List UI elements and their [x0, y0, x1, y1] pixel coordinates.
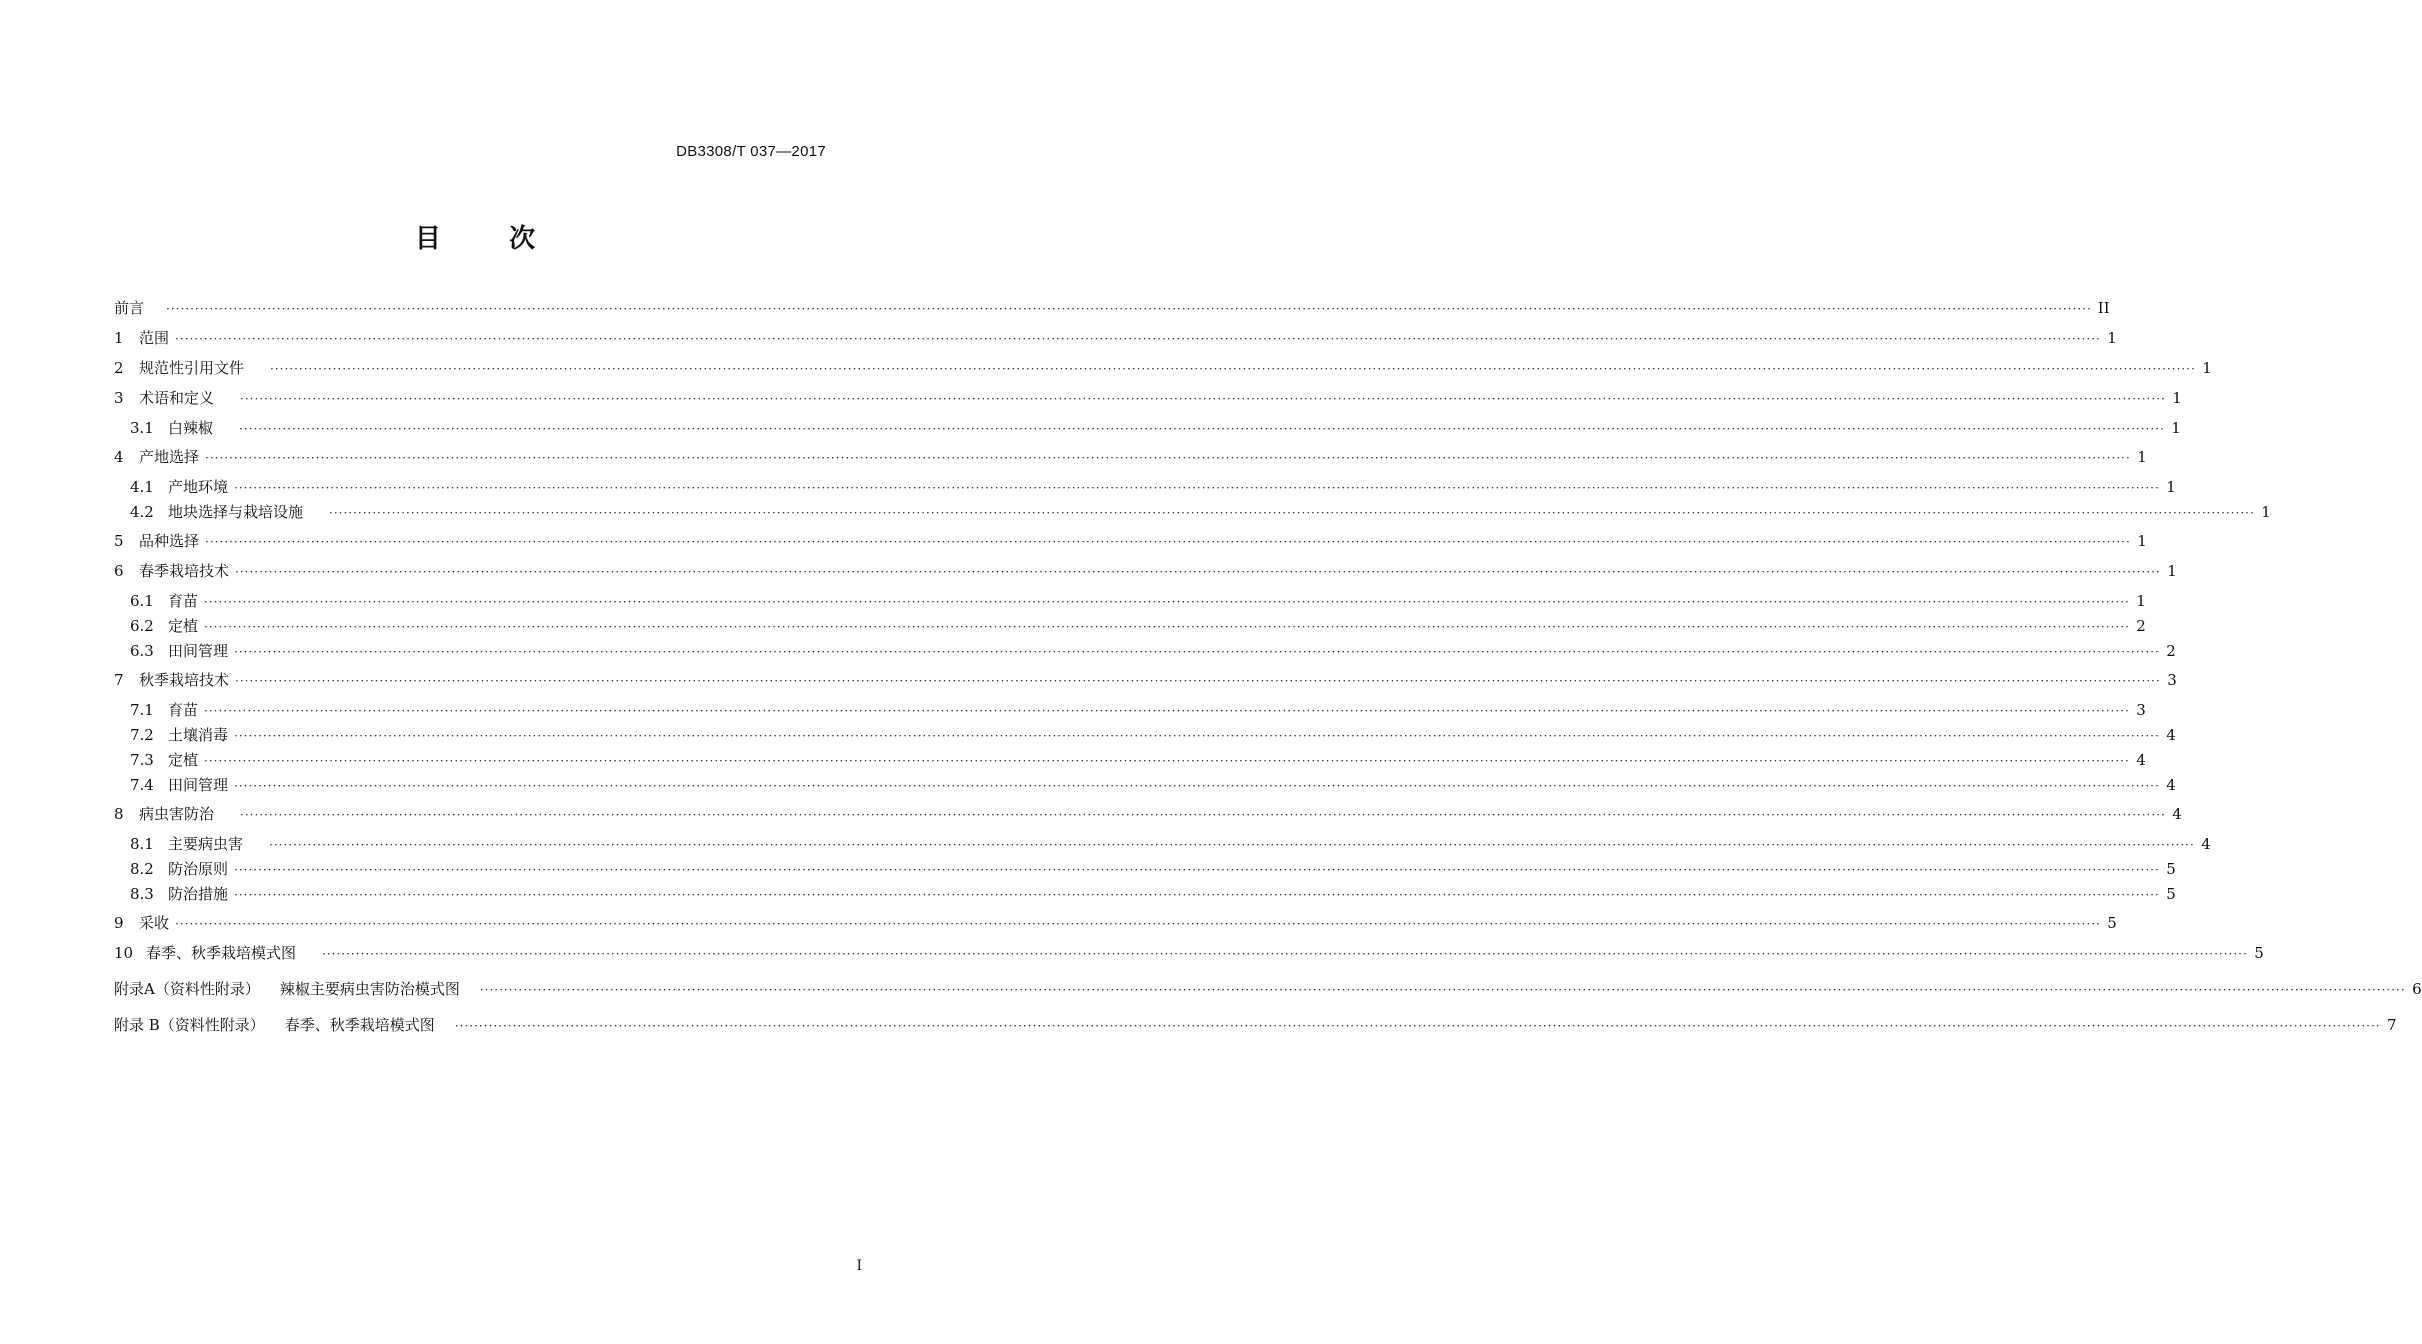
toc-entry[interactable]: [114, 1013, 2397, 1037]
toc-entry-number: 4.1: [130, 478, 154, 496]
toc-leader-dots: ················································································································································································································································································································································································································: [205, 451, 2131, 465]
toc-entry-number: 8.1: [130, 835, 154, 853]
page-number: I: [856, 1258, 862, 1274]
toc-entry-label: 防治原则: [168, 860, 229, 878]
toc-leader-dots: ················································································································································································································································································································································································································: [204, 595, 2130, 609]
toc-entry-label: 白辣椒: [168, 419, 214, 437]
toc-leader-dots: ················································································································································································································································································································································································································: [204, 704, 2130, 718]
title-char-1: 目: [414, 224, 441, 254]
toc-entry-page: 1: [2172, 389, 2182, 407]
toc-entry-page: 4: [2201, 835, 2211, 853]
toc-leader-dots: ················································································································································································································································································································································································································: [269, 838, 2195, 852]
toc-entry-label: 产地选择: [139, 448, 200, 466]
toc-entry-number: 7.1: [130, 701, 154, 719]
toc-entry-page: 1: [2167, 562, 2177, 580]
toc-leader-dots: ················································································································································································································································································································································································································: [175, 332, 2101, 346]
toc-entry[interactable]: [130, 832, 2211, 856]
toc-entry-page: 1: [2137, 532, 2147, 550]
toc-entry-label: 范围: [139, 329, 170, 347]
toc-entry[interactable]: [114, 802, 2182, 826]
toc-entry[interactable]: [130, 723, 2176, 747]
toc-entry-page: 2: [2136, 617, 2146, 635]
toc-leader-dots: ················································································································································································································································································································································································································: [454, 1019, 2381, 1033]
toc-leader-dots: ················································································································································································································································································································································································································: [479, 983, 2406, 997]
toc-entry[interactable]: [114, 326, 2117, 350]
toc-entry-number: 6: [114, 562, 124, 580]
toc-leader-dots: ················································································································································································································································································································································································································: [234, 645, 2160, 659]
toc-entry-number: 7.2: [130, 726, 154, 744]
toc-entry-page: 5: [2166, 885, 2176, 903]
toc-entry-number: 8: [114, 805, 124, 823]
toc-entry-label: 田间管理: [168, 642, 229, 660]
toc-entry-page: 1: [2166, 478, 2176, 496]
toc-entry-page: 7: [2387, 1016, 2397, 1034]
toc-entry[interactable]: [114, 386, 2182, 410]
toc-entry-label: 采收: [139, 914, 170, 932]
toc-entry-label: 辣椒主要病虫害防治模式图: [279, 980, 460, 998]
toc-entry-page: 6: [2412, 980, 2422, 998]
toc-entry[interactable]: [114, 977, 2422, 1001]
toc-leader-dots: ················································································································································································································································································································································································································: [240, 392, 2166, 406]
toc-leader-dots: ················································································································································································································································································································································································································: [239, 422, 2165, 436]
toc-entry-page: 5: [2107, 914, 2117, 932]
toc-entry[interactable]: [114, 941, 2264, 965]
toc-entry[interactable]: [114, 911, 2117, 935]
toc-entry-page: 4: [2166, 726, 2176, 744]
toc-entry[interactable]: [114, 356, 2212, 380]
toc-entry-label: 定植: [168, 617, 199, 635]
page-title: [0, 218, 950, 255]
toc-entry[interactable]: [130, 773, 2176, 797]
toc-entry-label: 病虫害防治: [139, 805, 215, 823]
toc-entry-number: 2: [114, 359, 124, 377]
toc-entry-number: 5: [114, 532, 124, 550]
toc-entry[interactable]: [130, 639, 2176, 663]
toc-entry-number: 8.3: [130, 885, 154, 903]
toc-entry-label: 主要病虫害: [168, 835, 244, 853]
toc-entry-label: 术语和定义: [139, 389, 215, 407]
toc-entry-label: 春季栽培技术: [139, 562, 230, 580]
toc-entry-label: 田间管理: [168, 776, 229, 794]
toc-entry[interactable]: [130, 500, 2271, 524]
toc-entry-page: 5: [2254, 944, 2264, 962]
toc-entry[interactable]: [130, 698, 2146, 722]
toc-entry-number: 4.2: [130, 503, 154, 521]
toc-entry-page: 1: [2171, 419, 2181, 437]
toc-leader-dots: ················································································································································································································································································································································································································: [204, 754, 2130, 768]
toc-leader-dots: ················································································································································································································································································································································································································: [175, 917, 2101, 931]
toc-entry[interactable]: [130, 614, 2146, 638]
toc-entry-page: 4: [2136, 751, 2146, 769]
toc-entry-label: 前言: [114, 299, 145, 317]
toc-entry-label: 品种选择: [139, 532, 200, 550]
toc-leader-dots: ················································································································································································································································································································································································································: [240, 808, 2166, 822]
toc-entry-label: 产地环境: [168, 478, 229, 496]
toc-entry-page: 3: [2136, 701, 2146, 719]
toc-entry-label: 土壤消毒: [168, 726, 229, 744]
toc-entry-page: 2: [2166, 642, 2176, 660]
toc-leader-dots: ················································································································································································································································································································································································································: [234, 888, 2160, 902]
toc-entry[interactable]: [130, 416, 2181, 440]
toc-entry-number: 10: [114, 944, 134, 962]
toc-entry-page: 1: [2261, 503, 2271, 521]
toc-entry-label: 春季、秋季栽培模式图: [146, 944, 297, 962]
toc-entry-number: 附录A（资料性附录）: [114, 980, 260, 998]
toc-entry[interactable]: [130, 748, 2146, 772]
toc-entry-label: 春季、秋季栽培模式图: [284, 1016, 435, 1034]
toc-entry-page: 3: [2167, 671, 2177, 689]
toc-entry-number: 7.3: [130, 751, 154, 769]
toc-leader-dots: ················································································································································································································································································································································································································: [234, 779, 2160, 793]
toc-leader-dots: ················································································································································································································································································································································································································: [166, 302, 2092, 316]
toc-entry[interactable]: [114, 445, 2147, 469]
toc-entry-page: 1: [2136, 592, 2146, 610]
toc-entry[interactable]: [114, 668, 2177, 692]
toc-leader-dots: ················································································································································································································································································································································································································: [329, 506, 2255, 520]
toc-entry-number: 1: [114, 329, 124, 347]
document-code: DB3308/T 037—2017: [676, 143, 826, 160]
toc-entry-number: 附录 B（资料性附录）: [114, 1016, 265, 1034]
toc-entry-number: 9: [114, 914, 124, 932]
toc-entry-page: 1: [2107, 329, 2117, 347]
toc-entry-label: 育苗: [168, 592, 199, 610]
toc-entry-page: 4: [2166, 776, 2176, 794]
toc-entry-number: 3.1: [130, 419, 154, 437]
toc-entry[interactable]: [130, 589, 2146, 613]
toc-entry-number: 6.2: [130, 617, 154, 635]
toc-entry[interactable]: [114, 559, 2177, 583]
toc-entry-number: 3: [114, 389, 124, 407]
toc-entry[interactable]: [130, 475, 2176, 499]
toc-leader-dots: ················································································································································································································································································································································································································: [234, 863, 2160, 877]
toc-entry-label: 规范性引用文件: [139, 359, 245, 377]
toc-leader-dots: ················································································································································································································································································································································································································: [234, 481, 2160, 495]
toc-entry-page: 4: [2172, 805, 2182, 823]
toc-leader-dots: ················································································································································································································································································································································································································: [235, 565, 2161, 579]
toc-entry-page: 5: [2166, 860, 2176, 878]
toc-entry-label: 防治措施: [168, 885, 229, 903]
toc-entry-number: 7.4: [130, 776, 154, 794]
toc-entry-number: 6.1: [130, 592, 154, 610]
toc-leader-dots: ················································································································································································································································································································································································································: [235, 674, 2161, 688]
toc-leader-dots: ················································································································································································································································································································································································································: [204, 620, 2130, 634]
toc-entry-number: 6.3: [130, 642, 154, 660]
toc-entry-page: 1: [2137, 448, 2147, 466]
toc-entry[interactable]: [114, 529, 2147, 553]
toc-entry-label: 地块选择与栽培设施: [168, 503, 304, 521]
toc-leader-dots: ················································································································································································································································································································································································································: [322, 947, 2248, 961]
toc-entry-number: 8.2: [130, 860, 154, 878]
toc-entry-label: 秋季栽培技术: [139, 671, 230, 689]
toc-entry[interactable]: [114, 296, 2110, 320]
toc-entry-label: 定植: [168, 751, 199, 769]
title-char-2: 次: [509, 224, 536, 254]
toc-entry[interactable]: [130, 857, 2176, 881]
toc-leader-dots: ················································································································································································································································································································································································································: [234, 729, 2160, 743]
toc-entry-page: II: [2097, 299, 2110, 317]
toc-entry-label: 育苗: [168, 701, 199, 719]
toc-leader-dots: ················································································································································································································································································································································································································: [270, 362, 2196, 376]
toc-entry-number: 7: [114, 671, 124, 689]
toc-entry-number: 4: [114, 448, 124, 466]
toc-leader-dots: ················································································································································································································································································································································································································: [205, 535, 2131, 549]
toc-entry[interactable]: [130, 882, 2176, 906]
toc-entry-page: 1: [2202, 359, 2212, 377]
